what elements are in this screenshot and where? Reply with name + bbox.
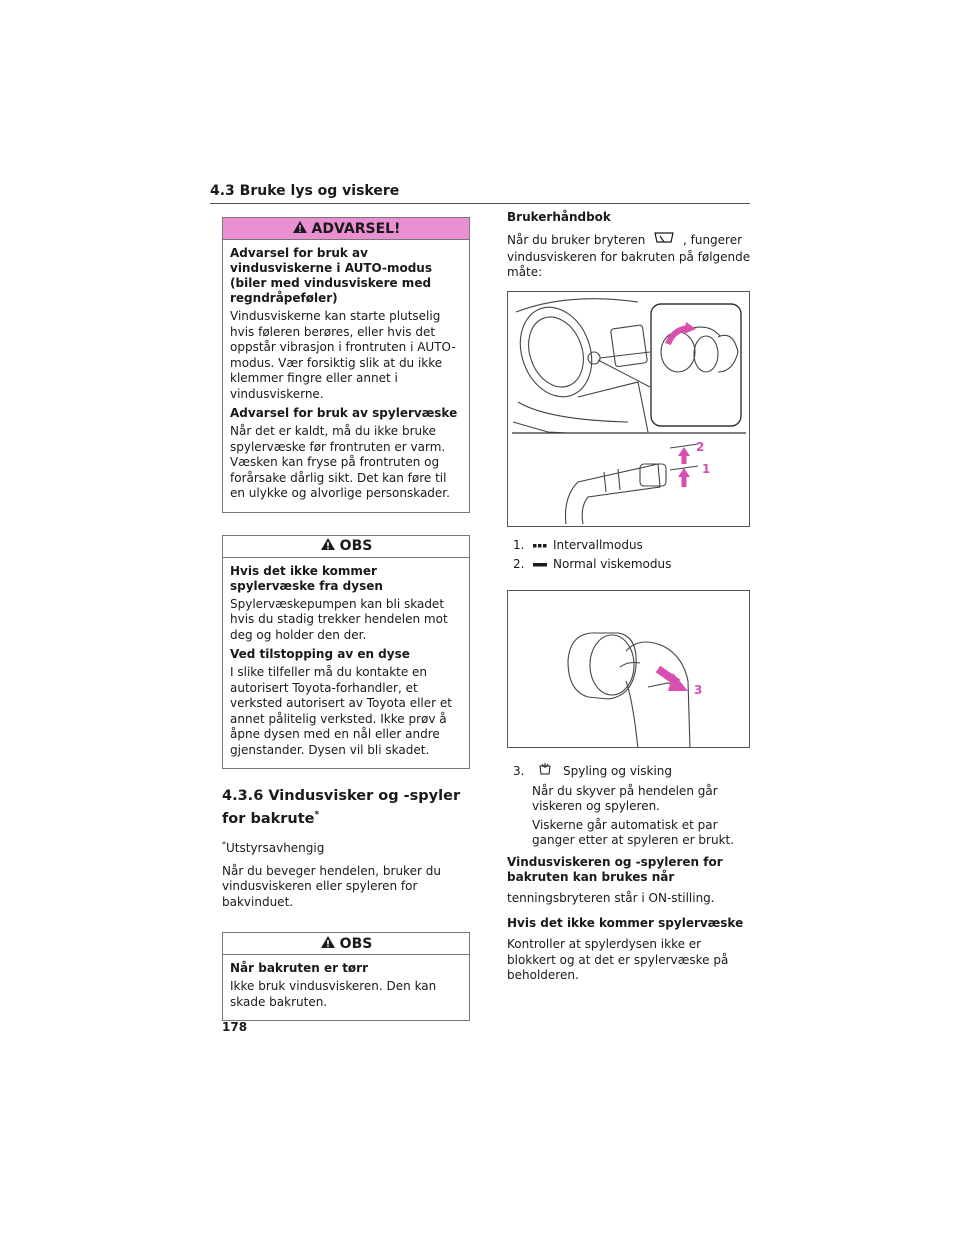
obs-2-sub-1: Når bakruten er tørr (230, 961, 369, 976)
interval-mode-icon (533, 537, 547, 553)
figure-lever-push (507, 590, 750, 748)
obs-1-sub-2: Ved tilstopping av en dyse (230, 647, 410, 661)
warning-sub-1: Advarsel for bruk av vindusviskerne i AUTO-modus (biler med vindusviskere med regndråpeføler) (230, 246, 432, 305)
caution-triangle-icon (320, 935, 336, 953)
normal-mode-icon (533, 556, 547, 572)
when-text: tenningsbryteren står i ON-stilling. (507, 890, 715, 905)
obs-2-heading: OBS (339, 935, 373, 952)
list-item-1 (513, 537, 752, 553)
list-item-3-text: Spyling og visking (563, 763, 673, 778)
when-subheading: Vindusviskeren og -spyleren for bakruten kan brukes når (507, 854, 723, 884)
manual-subheading: Brukerhåndbok (507, 210, 611, 224)
rear-wiper-icon (649, 231, 679, 250)
item-3-desc-1: Når du skyver på hendelen går viskeren og spyleren. (532, 783, 718, 813)
section-intro: Når du beveger hendelen, bruker du vindusviskeren eller spyleren for bakvinduet. (222, 863, 441, 909)
obs-box-2 (222, 932, 470, 1021)
item-3-desc-2: Viskerne går automatisk et par ganger etter at spyleren er brukt. (532, 817, 735, 847)
figure-lever-overview (507, 291, 750, 527)
obs-box-1 (222, 535, 470, 770)
no-fluid-subheading: Hvis det ikke kommer spylervæske (507, 916, 744, 930)
washer-icon (537, 762, 553, 780)
fig1-label-2: 2 (696, 439, 705, 454)
fig2-label-3: 3 (694, 682, 703, 697)
right-intro-before: Når du bruker bryteren (507, 232, 646, 247)
section-title-mark: * (314, 810, 320, 820)
warning-text-1: Vindusviskerne kan starte plutselig hvis føleren berøres, eller hvis det oppstår vibrasjon i frontruten i AUTO-modus. Vær forsiktig slik at du ikke klemmer fingre eller annet i vindusviskerne. (230, 309, 456, 401)
obs-1-sub-1: Hvis det ikke kommer spylervæske fra dysen (230, 563, 383, 593)
warning-heading: ADVARSEL! (311, 220, 401, 237)
obs-1-text-1: Spylervæskepumpen kan bli skadet hvis du stadig trekker hendelen mot deg og holder den der. (230, 596, 448, 642)
obs-box-2-body (223, 955, 469, 1020)
obs-box-2-header (223, 933, 469, 955)
right-intro-after: , fungerer vindusviskeren for bakruten på følgende måte: (507, 232, 751, 279)
warning-box-body (223, 240, 469, 512)
section-title (222, 787, 470, 829)
equipment-note-text: Utstyrsavhengig (226, 840, 325, 855)
warning-sub-2: Advarsel for bruk av spylervæske (230, 406, 458, 420)
equipment-note (222, 837, 470, 856)
equipment-note-mark: * (222, 839, 226, 849)
warning-triangle-icon (292, 220, 308, 238)
warning-text-2: Når det er kaldt, må du ikke bruke spylervæske før frontruten er varm. Væsken kan fryse på frontruten og forårsake dårlig sikt. Det kan føre til en ulykke og alvorlige personskader. (230, 424, 450, 500)
right-column (507, 210, 752, 994)
list-item-2 (513, 556, 752, 572)
warning-box (222, 217, 470, 513)
section-title-text: 4.3.6 Vindusvisker og -spyler for bakrute (222, 788, 461, 827)
warning-box-header (223, 218, 469, 240)
list-item-1-number: 1. (513, 537, 525, 552)
no-fluid-text: Kontroller at spylerdysen ikke er blokkert og at det er spylervæske på beholderen. (507, 937, 729, 982)
page-number: 178 (222, 1020, 248, 1034)
section-header (210, 180, 750, 204)
list-item-2-text: Normal viskemodus (553, 556, 672, 571)
fig1-label-1: 1 (702, 461, 711, 476)
caution-triangle-icon (320, 537, 336, 555)
obs-1-text-2: I slike tilfeller må du kontakte en autorisert Toyota-forhandler, et verksted autorisert av Toyota eller et annet pålitelig verksted. Ikke prøv å åpne dysen med en nål eller andre gjenstander. Dysen vil bli skadet. (230, 665, 452, 757)
obs-box-1-header (223, 536, 469, 558)
list-item-1-text: Intervallmodus (553, 537, 643, 552)
section-header-title: 4.3 Bruke lys og viskere (210, 183, 400, 199)
right-intro (507, 231, 752, 281)
obs-2-text-1: Ikke bruk vindusviskeren. Den kan skade bakruten. (230, 979, 437, 1009)
obs-box-1-body (223, 558, 469, 769)
obs-1-heading: OBS (339, 538, 373, 554)
list-item-3-number: 3. (513, 763, 525, 778)
list-item-2-number: 2. (513, 556, 525, 571)
left-column (222, 217, 470, 1039)
list-item-3 (513, 762, 752, 780)
